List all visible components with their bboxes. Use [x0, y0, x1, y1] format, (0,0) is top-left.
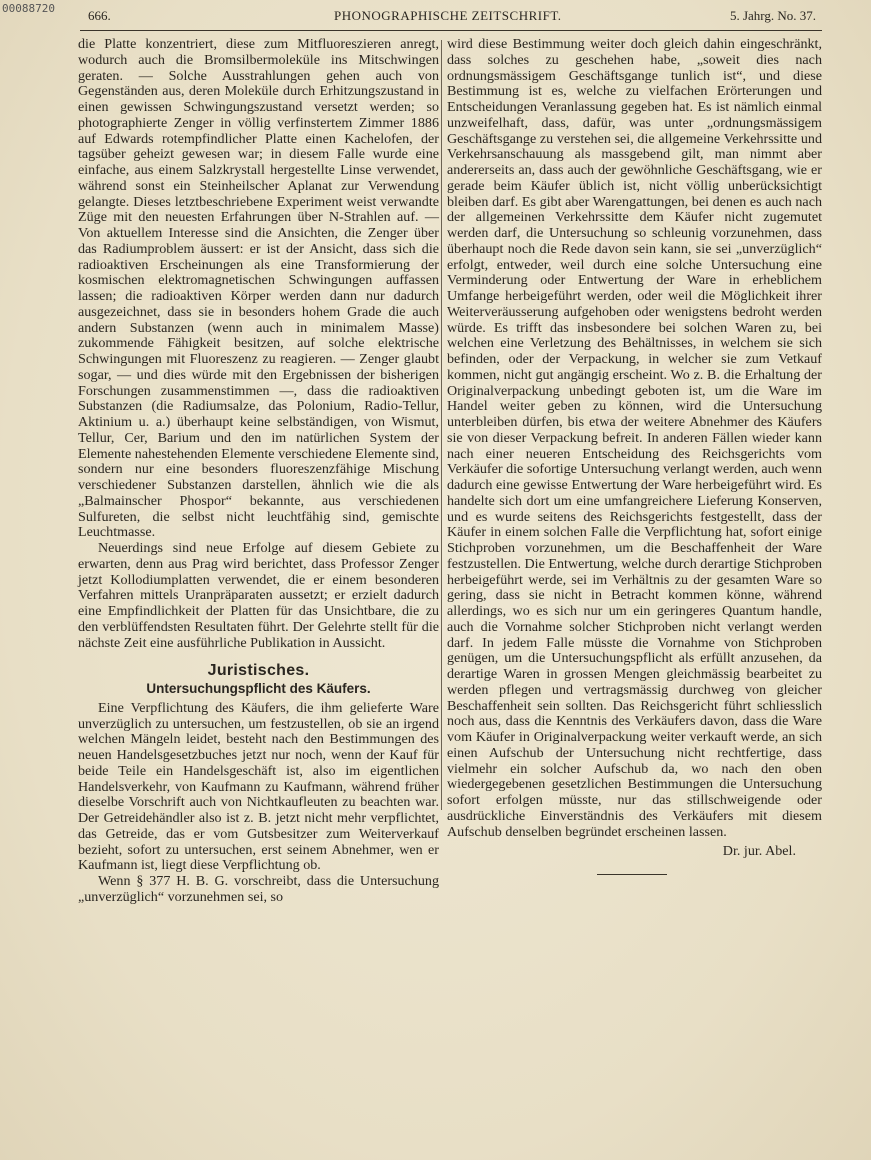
- left-paragraph-1: die Platte konzentriert, diese zum Mitfluoreszieren anregt, wodurch auch die Bromsilbermoleküle ins Mitschwingen geraten. — Solche Ausstrahlungen gehen auch von Gegenständen aus, deren Moleküle durch Erhitzungszustand in einen gewissen Schwingungszustand versetzt werden; so photographierte Zenger in völlig verfinstertem Zimmer 1886 auf Edwards rotempfindlicher Platte einen Kachelofen, der tagsüber geheizt gewesen war; in diesem Falle wurde eine einfache, aus einem Salzkrystall hergestellte Linse verwendet, während sonst ein Steinheilscher Aplanat zur Verwendung gelangte. Dieses letztbeschriebene Experiment weist verwandte Züge mit den neuesten Erfahrungen über N-Strahlen auf. — Von aktuellem Interesse sind die Ansichten, die Zenger über das Radiumproblem äussert: er ist der Ansicht, dass sich die radioaktiven Erscheinungen als eine Transformierung der kosmischen elektromagnetischen Schwingungen auffassen lassen; die radioaktiven Körper werden dann nur dadurch ausgezeichnet, dass sie in besonders hohem Grade die auch andern Substanzen (wenn auch in minimalem Masse) zukommende Fähigkeit besitzen, auf solche elektrische Schwingungen mit Fluoreszenz zu reagieren. — Zenger glaubt sogar, — und dies würde mit den Ergebnissen der bisherigen Forschungen zusammenstimmen —, dass die radioaktiven Substanzen (die Radiumsalze, das Polonium, Radio-Tellur, Aktinium u. a.) überhaupt keine selbständigen, von Wismut, Tellur, Cer, Barium und den im natürlichen System der Elemente nahestehenden Elemente verschiedene Elemente sind, sondern nur eine besonders fluoreszenzfähige Mischung verschiedener Substanzen darstellen, ähnlich wie die als „Balmainscher Phospor“ bekannte, aus verschiedenen Sulfureten, die selbst nicht leuchtfähig sind, gemischte Leuchtmasse.: [78, 36, 439, 541]
- right-paragraph-1: wird diese Bestimmung weiter doch gleich dahin eingeschränkt, dass solches zu geschehen habe, „soweit dies nach ordnungsmässigem Geschäftsgange tunlich ist“, und diese Bestimmung ist es, welche zu vielfachen Erörterungen und Entscheidungen Veranlassung gegeben hat. Es ist nämlich einmal unzweifelhaft, dass, dafür, was unter „ordnungsmässigem Geschäftsgange zu verstehen sei, die allgemeine Verkehrssitte und Verkehrsanschauung als massgebend gilt, man nimmt aber andererseits an, dass auch der gewöhnliche Geschäftsgang, wie er gerade beim Käufer üblich ist, nicht völlig unberücksichtigt bleiben darf. Es gibt aber Warengattungen, bei denen es auch nach der allgemeinen Verkehrssitte dem Käufer nicht zugemutet werden darf, die Untersuchung so schleunig vorzunehmen, dass überhaupt noch die Rede davon sein kann, sie sei „unverzüglich“ erfolgt, entweder, weil durch eine solche Untersuchung eine Verminderung oder Entwertung der Ware in erheblichem Umfange herbeigeführt werden, oder weil die Möglichkeit ihrer Weiterveräusserung aufgehoben oder wenigstens bedroht werden würde. Es trifft das insbesondere bei solchen Waren zu, bei welchen eine Verletzung des Behältnisses, in welchem sie sich befinden, oder der Verpackung, in welcher sie zum Vetkauf kommen, nicht gut angängig erscheint. Wo z. B. die Erhaltung der Originalverpackung unbedingt geboten ist, um die Ware im Handel weiter geben zu können, wird die Untersuchung unterbleiben dürfen, bis etwa der weitere Abnehmer des Käufers sie von dieser Verpackung befreit. In anderen Fällen wieder kann nach einer neueren Entscheidung des Reichsgerichts vom Verkäufer die sofortige Untersuchung verlangt werden, auch wenn dadurch eine gewisse Entwertung der Ware herbeigeführt wird. Es handelte sich dort um eine umfangreichere Lieferung Konserven, und es wurde seitens des Reichsgerichts festgestellt, dass der Käufer in einem solchen Falle die Verpflichtung hat, sofort einige Stichproben vorzunehmen, um die Beschaffenheit der Ware festzustellen. Die Entwertung, welche durch derartige Stichproben herbeigeführt werde, sei im Verhältnis zu der gesamten Ware so gering, dass sie nicht in Betracht kommen könne, während allerdings, wo es sich nur um ein geringeres Quantum handle, auch die Vornahme solcher Stichproben nicht verlangt werden darf. In jedem Falle müsste die Vornahme von Stichproben genügen, um die Untersuchungspflicht als erfüllt anzusehen, da derartige Waren in grossen Mengen gleichmässig bearbeitet zu werden pflegen und vertragsmässig durchweg von gleicher Beschaffenheit sein sollten. Das Reichsgericht führt schliesslich noch aus, dass die Kenntnis des Verkäufers davon, dass die Ware vom Käufer in Originalverpackung weiter verkauft werde, an sich einen Aufschub der Untersuchung nicht rechtfertige, dass vielmehr ein solcher Aufschub da, wo nach den oben wiedergegebenen gesetzlichen Bestimmungen die Untersuchung sofort erfolgen müsste, nur das stillschweigende oder ausdrückliche Einverständnis des Verkäufers mit diesem Aufschub denselben begründet erscheinen lassen.: [447, 36, 822, 840]
- journal-title: PHONOGRAPHISCHE ZEITSCHRIFT.: [334, 8, 562, 23]
- issue-label: 5. Jahrg. No. 37.: [729, 8, 816, 23]
- header-rule: [80, 30, 822, 31]
- left-paragraph-2: Neuerdings sind neue Erfolge auf diesem Gebiete zu erwarten, denn aus Prag wird berichtet, dass Professor Zenger jetzt Kollodiumplatten verwendet, die er einem besonderen Verfahren mittels Uranpräparaten aussetzt; er erzielt dadurch eine Empfindlichkeit der Platten für das Unsichtbare, die zu den verblüffendsten Resultaten führt. Der Gelehrte stellt für die nächste Zeit eine ausführliche Publikation in Aussicht.: [78, 540, 439, 651]
- scan-id: 00088720: [2, 2, 55, 15]
- left-paragraph-3: Eine Verpflichtung des Käufers, die ihm gelieferte Ware unverzüglich zu untersuchen, um festzustellen, ob sie an irgend welchen Mängeln leidet, besteht nach den Bestimmungen des neuen Handelsgesetzbuches jetzt nur noch, wenn der Kauf für beide Teile ein Handelsgeschäft ist, also im eigentlichen Handelsverkehr, von Kaufmann zu Kaufmann, während früher dieselbe Vorschrift auch von Nichtkaufleuten zu beachten war. Der Getreidehändler also ist z. B. jetzt nicht mehr verpflichtet, das Getreide, das er vom Gutsbesitzer zum Weiterverkauf bezieht, sofort zu untersuchen, erst seinem Abnehmer, wen er Kaufmann ist, liegt diese Verpflichtung ob.: [78, 699, 439, 874]
- right-column: [447, 37, 822, 875]
- section-heading: Juristisches.: [207, 662, 310, 680]
- author-signature: Dr. jur. Abel.: [722, 843, 796, 860]
- page-number: 666.: [88, 8, 111, 23]
- left-paragraph-4: Wenn § 377 H. B. G. vorschreibt, dass die Untersuchung „unverzüglich“ vorzunehmen sei, so: [78, 873, 439, 905]
- left-column: [78, 37, 439, 906]
- page-header: [88, 8, 816, 30]
- column-divider: [441, 40, 442, 810]
- end-rule: [597, 874, 667, 875]
- article-title: Untersuchungspflicht des Käufers.: [146, 681, 371, 696]
